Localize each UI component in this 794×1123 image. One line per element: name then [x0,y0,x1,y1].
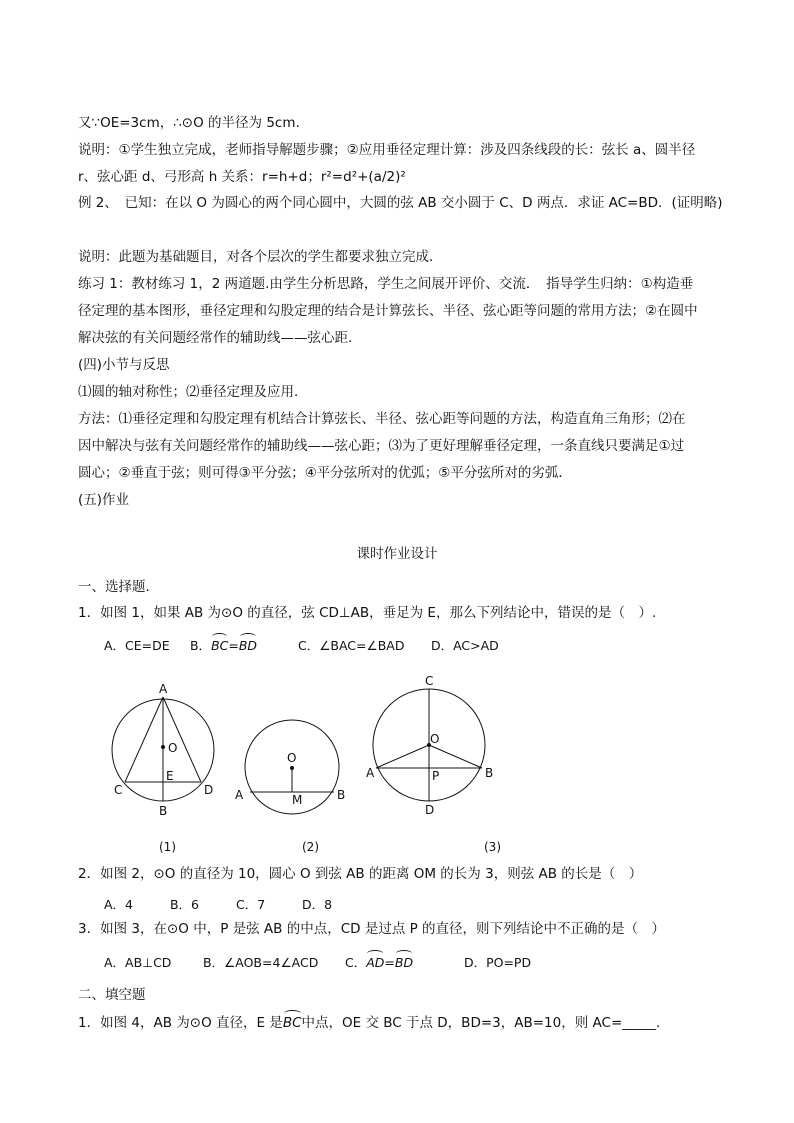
text-line-7: 径定理的基本图形，垂径定理和勾股定理的结合是计算弦长、半径、弦心距等问题的常用方法；②在圆中 [78,303,698,319]
fig3-label-c: C [425,674,434,688]
question-3-options [104,954,531,972]
text-line-2: 说明：①学生独立完成，老师指导解题步骤；②应用垂径定理计算：涉及四条线段的长：弦长 a、圆半径 [78,142,696,158]
figure-3 [362,670,497,820]
question-1-options [104,637,499,655]
question-2: 2．如图 2，⊙O 的直径为 10，圆心 O 到弦 AB 的距离 OM 的长为 3，则弦 AB 的长是（ ） [78,866,643,882]
example-2: 例 2、 已知：在以 O 为圆心的两个同心圆中，大圆的弦 AB 交小圆于 C、D 两点．求证 AC=BD．(证明略) [78,195,723,211]
fig3-label-a: A [366,766,375,780]
text-line-6: 练习 1：教材练习 1，2 两道题.由学生分析思路，学生之间展开评价、交流． 指导学生归纳：①构造垂 [78,276,694,292]
fig2-center-dot [290,766,294,770]
section-fill: 二、填空题 [78,987,146,1003]
question-2-options [104,896,332,914]
worksheet-title: 课时作业设计 [356,546,438,562]
text-line-1: 又∵OE=3cm，∴⊙O 的半径为 5cm. [78,115,300,131]
q1-option-a: A．CE=DE [104,638,170,653]
fill-question-1: 1．如图 4，AB 为⊙O 直径，E 是BC中点，OE 交 BC 于点 D，BD=3，AB=10，则 AC=_____. [78,1015,661,1031]
q3-option-b: B．∠AOB=4∠ACD [202,955,319,970]
text-line-3: r、弦心距 d、弓形高 h 关系：r=h+d；r²=d²+(a/2)² [78,169,406,185]
q2-option-c: C．7 [235,897,266,912]
fig1-center-dot [161,745,165,749]
fig3-caption: (3) [484,840,501,854]
fig1-label-c: C [114,783,123,797]
text-line-13: 圆心；②垂直于弦；则可得③平分弦；④平分弦所对的优弧；⑤平分弦所对的劣弧． [78,465,572,481]
fig1-label-o: O [168,741,178,755]
fig1-label-d: D [204,783,214,797]
section-choice: 一、选择题． [78,579,159,595]
figure-2 [230,710,355,820]
text-line-12: 因中解决与弦有关问题经常作的辅助线——弦心距；⑶为了更好理解垂径定理，一条直线只要满足①过 [78,438,685,454]
question-1: 1．如图 1，如果 AB 为⊙O 的直径，弦 CD⊥AB，垂足为 E，那么下列结论中，错误的是（ ）. [78,605,657,621]
fig1-caption: (1) [159,840,176,854]
text-line-8: 解决弦的有关问题经常作的辅助线——弦心距. [78,330,353,346]
question-3: 3．如图 3，在⊙O 中，P 是弦 AB 的中点，CD 是过点 P 的直径，则下列结论中不正确的是（ ） [78,921,666,937]
fig3-label-p: P [432,769,440,783]
q2-option-a: A．4 [104,897,134,912]
fig2-label-a: A [235,788,244,802]
fig2-label-b: B [337,788,346,802]
q2-option-d: D．8 [301,897,333,912]
q1-option-c: C．∠BAC=∠BAD [297,638,405,653]
text-line-10: ⑴圆的轴对称性；⑵垂径定理及应用． [78,384,308,400]
fig3-label-o: O [430,732,440,746]
q2-option-b: B．6 [169,897,200,912]
fig3-radius-ob [429,745,482,768]
fig1-chord-ac [125,697,163,782]
fig3-label-d: D [425,803,435,817]
fig3-label-b: B [485,766,494,780]
text-line-5: 说明：此题为基础题目，对各个层次的学生都要求独立完成． [78,249,443,265]
q1-option-b: B．BC=BD [189,638,258,653]
answer-blank[interactable]: _____ [622,1015,657,1031]
fig3-radius-oa [376,745,429,768]
section-heading-5: (五)作业 [78,492,130,508]
fig2-label-o: O [287,751,297,765]
fig2-label-m: M [292,793,303,807]
q3-option-c: C．AD=BD [344,955,414,970]
figure-1 [100,680,230,820]
fig1-label-e: E [166,769,174,783]
section-heading-4: (四)小节与反思 [78,357,170,373]
q1-option-d: D．AC>AD [430,638,499,653]
q3-option-d: D．PO=PD [463,955,532,970]
text-line-11: 方法：⑴垂径定理和勾股定理有机结合计算弦长、半径、弦心距等问题的方法，构造直角三角形；⑵在 [78,411,686,427]
fig2-caption: (2) [302,840,319,854]
q3-option-a: A．AB⊥CD [104,955,172,970]
fig1-label-a: A [159,682,168,696]
fig1-label-b: B [159,804,168,818]
